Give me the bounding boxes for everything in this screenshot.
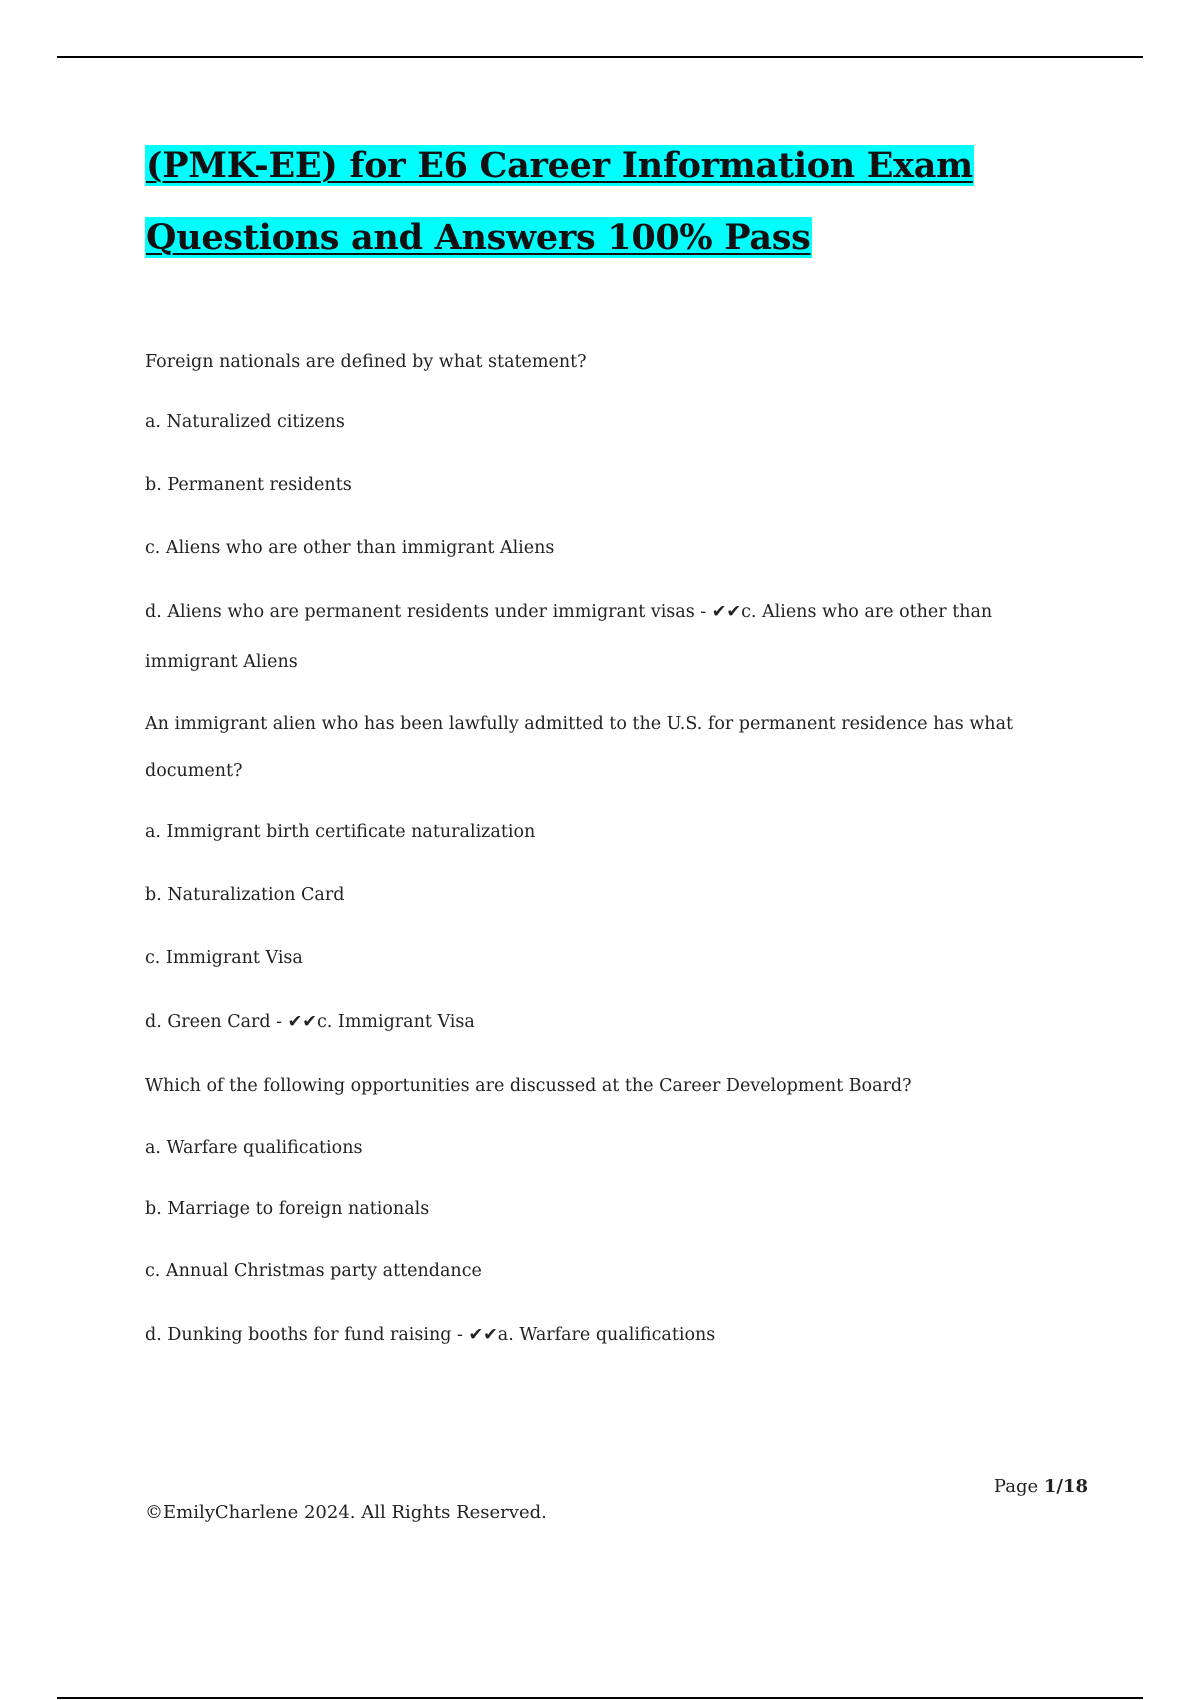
- option-3c: c. Annual Christmas party attendance: [145, 1261, 482, 1281]
- option-3b: b. Marriage to foreign nationals: [145, 1199, 430, 1219]
- option-3d-answer: d. Dunking booths for fund raising - ✔✔a. Warfare qualifications: [145, 1325, 716, 1345]
- page-number: [994, 1476, 1088, 1497]
- title-line-2: Questions and Answers 100% Pass: [146, 217, 811, 258]
- question-2-cont: document?: [145, 761, 243, 781]
- document-title: [145, 130, 974, 274]
- copyright-notice: ©EmilyCharlene 2024. All Rights Reserved.: [145, 1502, 547, 1523]
- title-line-1: (PMK-EE) for E6 Career Information Exam: [146, 145, 973, 186]
- option-1c: c. Aliens who are other than immigrant Aliens: [145, 538, 555, 558]
- option-2b: b. Naturalization Card: [145, 885, 345, 905]
- document-body: [145, 352, 1045, 1345]
- option-1d-answer-cont: immigrant Aliens: [145, 652, 298, 672]
- page-label: Page: [993, 1476, 1044, 1497]
- bottom-rule: [57, 1697, 1143, 1699]
- option-1b: b. Permanent residents: [145, 475, 352, 495]
- page-count: 1/18: [1043, 1476, 1088, 1497]
- option-3a: a. Warfare qualifications: [145, 1138, 363, 1158]
- top-rule: [57, 56, 1143, 58]
- question-2: An immigrant alien who has been lawfully admitted to the U.S. for permanent residence has what: [145, 714, 1014, 734]
- option-2c: c. Immigrant Visa: [145, 948, 303, 968]
- question-3: Which of the following opportunities are discussed at the Career Development Board?: [145, 1076, 912, 1096]
- option-1a: a. Naturalized citizens: [145, 412, 345, 432]
- option-1d-answer: d. Aliens who are permanent residents under immigrant visas - ✔✔c. Aliens who are other than: [145, 602, 993, 622]
- option-2d-answer: d. Green Card - ✔✔c. Immigrant Visa: [145, 1012, 475, 1032]
- option-2a: a. Immigrant birth certificate naturalization: [145, 822, 536, 842]
- question-1: Foreign nationals are defined by what statement?: [145, 352, 587, 372]
